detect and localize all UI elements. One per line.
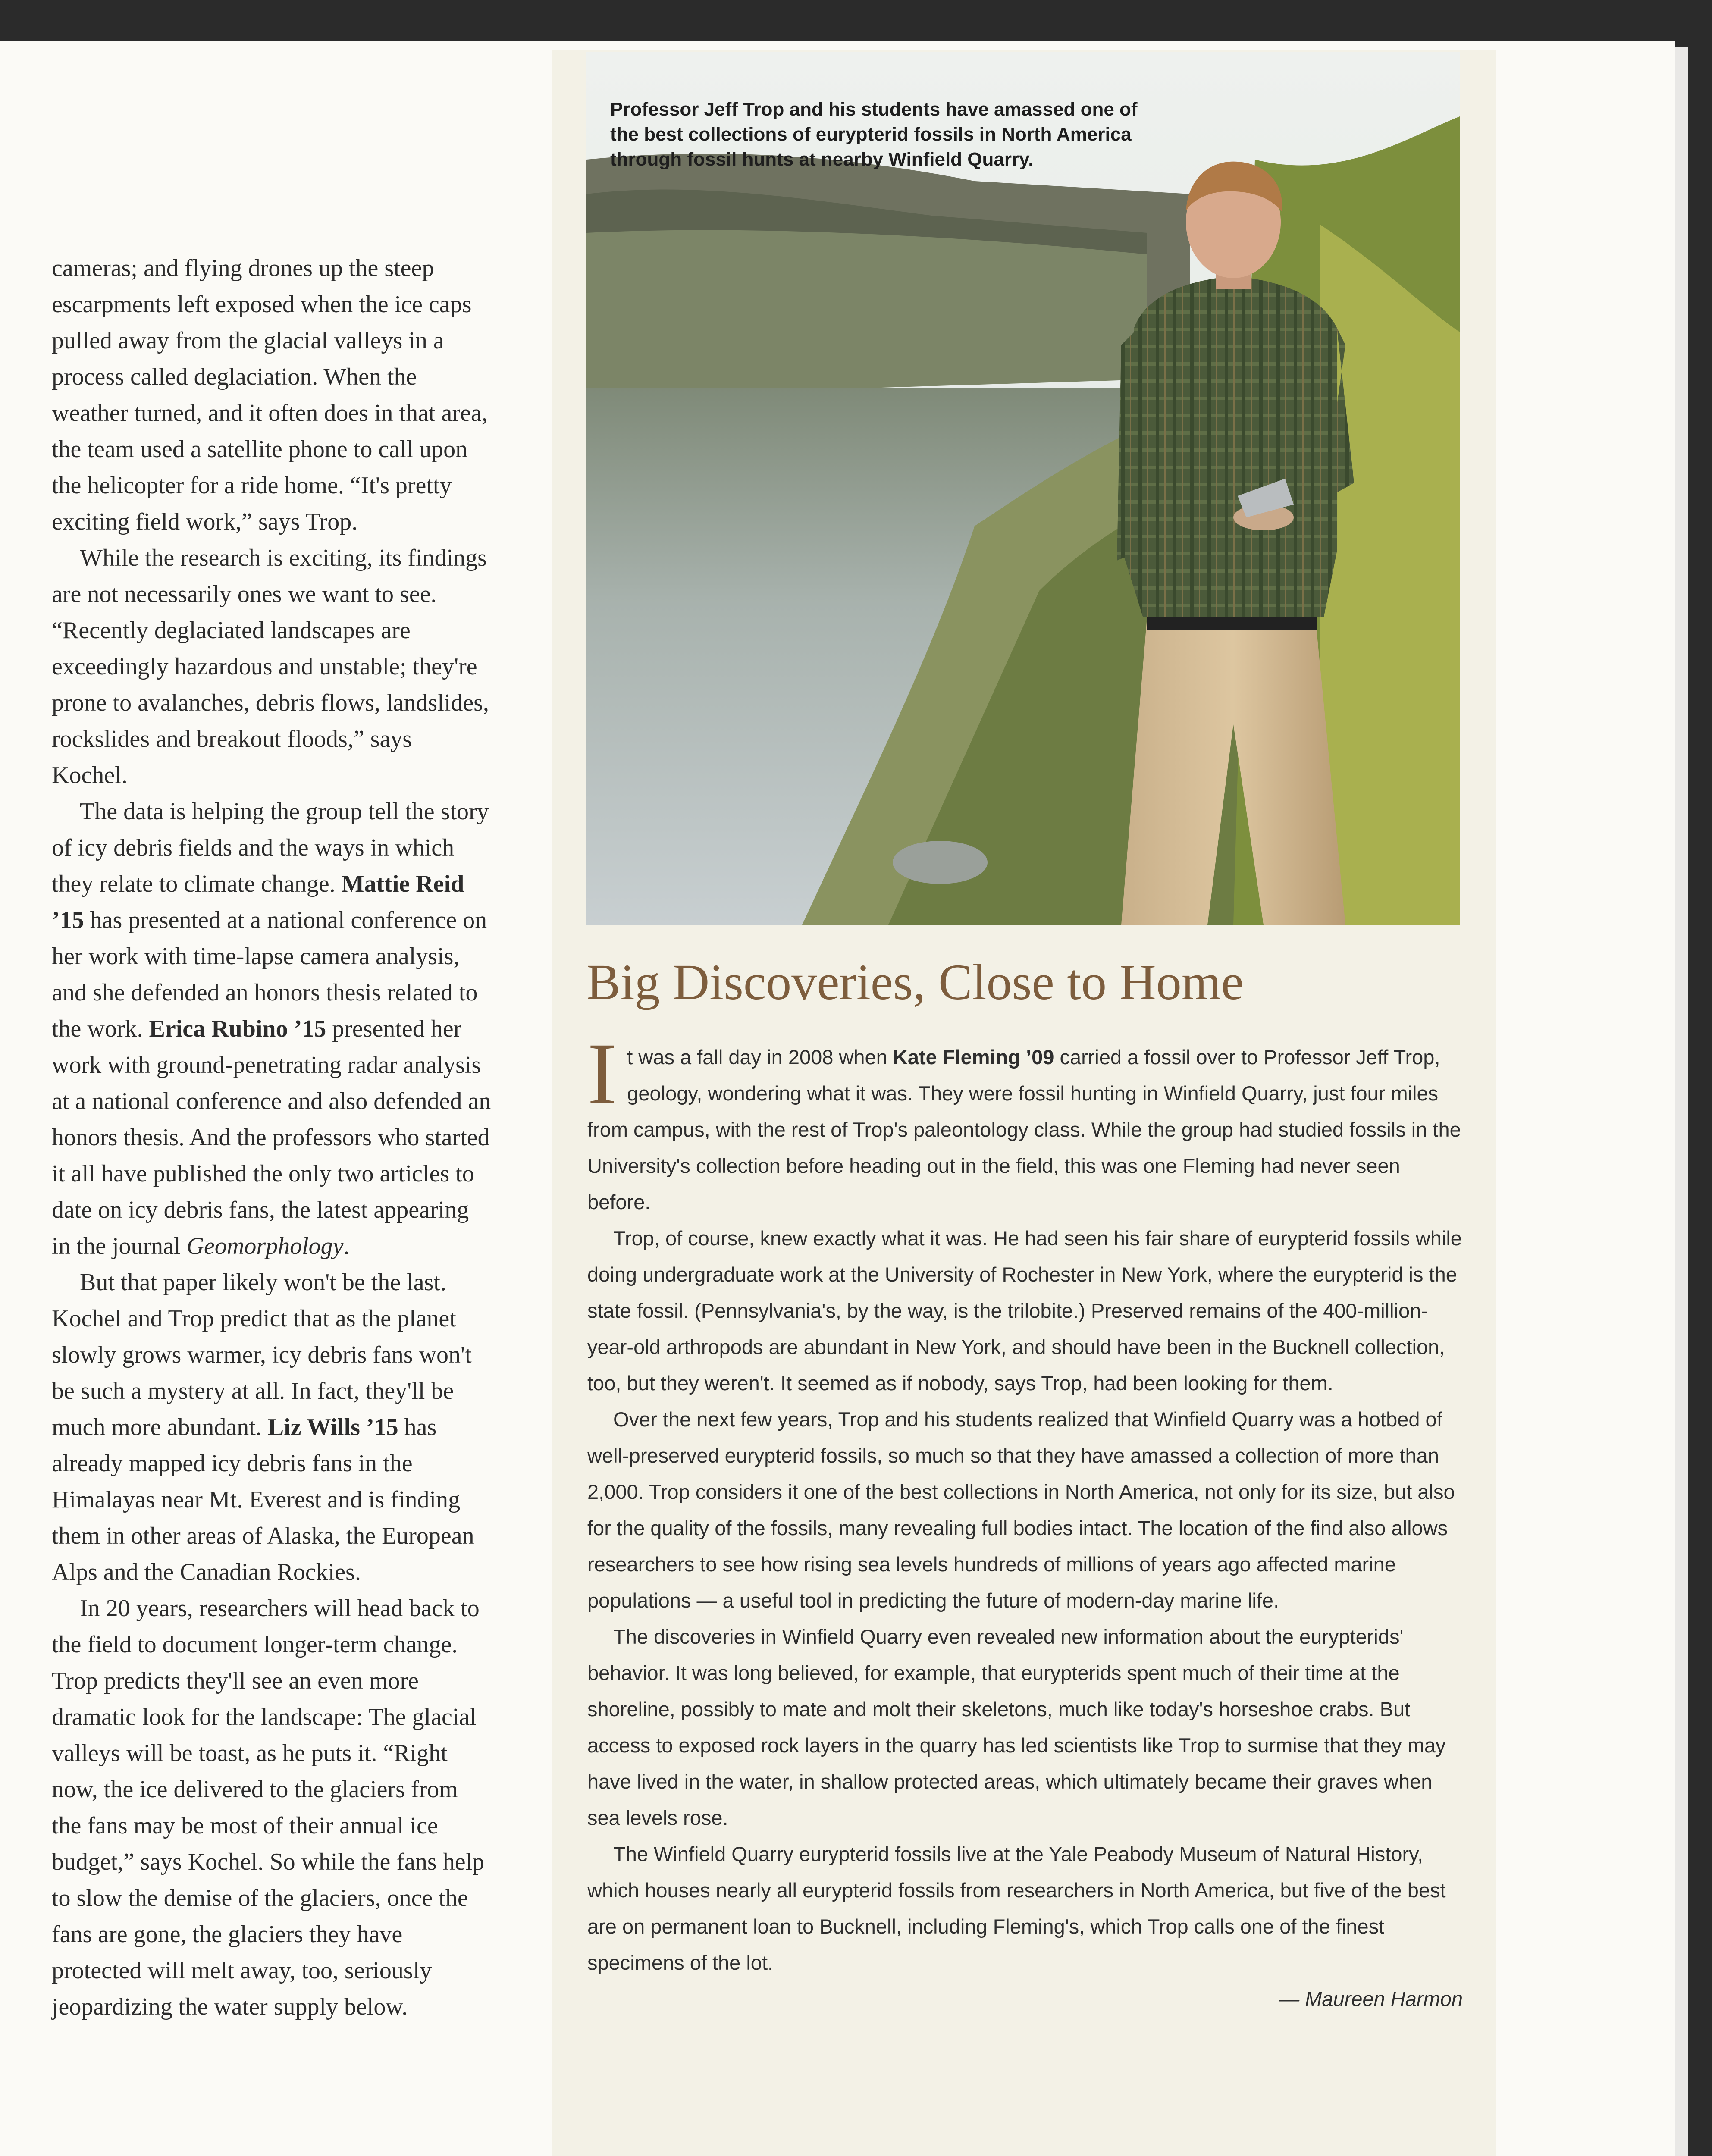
student-name: Liz Wills ’15 (267, 1414, 398, 1441)
paragraph: The discoveries in Winfield Quarry even revealed new information about the eurypterids' behavior. It was long believed, for example, that eurypterids spent much of their time at the shoreline, possibly to mate and molt their skeletons, much like today's horseshoe crabs. But access to exposed rock layers in the quarry has led scientists like Trop to surmise that they may have lived in the water, in shallow protected areas, which ultimately became their graves when sea levels rose. (587, 1625, 1446, 1829)
paragraph: The data is helping the group tell the story of icy debris fields and the ways in which they relate to climate change. Mattie Reid ’15 has presented at a national conference on her work with time-lapse camera analysis, and she defended an honors thesis related to the work. Erica Rubino ’15 presented her work with ground-penetrating radar analysis at a national conference and also defended an honors thesis. And the professors who started it all have published the only two articles to date on icy debris fans, the latest appearing in the journal Geomorphology. (52, 798, 491, 1260)
student-name: Erica Rubino ’15 (149, 1015, 326, 1042)
author-signature: — Maureen Harmon (1279, 1987, 1463, 2010)
paragraph: Trop, of course, knew exactly what it was. He had seen his fair share of eurypterid fossils while doing undergraduate work at the University of Rochester in New York, where the eurypterid is the state fossil. (Pennsylvania's, by the way, is the trilobite.) Preserved remains of the 400-million-year-old arthropods are abundant in New York, and should have been in the Bucknell collection, too, but they weren't. It seemed as if nobody, says Trop, had been looking for them. (587, 1227, 1462, 1395)
paragraph: In 20 years, researchers will head back to the field to document longer-term change. Trop predicts they'll see an even more dramatic look for the landscape: The glacial valleys will be toast, as he puts it. “Right now, the ice delivered to the glaciers from the fans may be most of their annual ice budget,” says Kochel. So while the fans help to slow the demise of the glaciers, once the fans are gone, the glaciers they have protected will melt away, too, seriously jeopardizing the water supply below. (52, 1595, 485, 2020)
drop-cap: I (587, 1025, 617, 1123)
paragraph: Over the next few years, Trop and his students realized that Winfield Quarry was a hotbed of well-preserved eurypterid fossils, so much so that they have amassed a collection of more than 2,000. Trop considers it one of the best collections in North America, not only for its size, but also for the quality of the fossils, many revealing full bodies intact. The location of the find also allows researchers to see how rising sea levels hundreds of millions of years ago affected marine populations — a useful tool in predicting the future of modern-day marine life. (587, 1408, 1455, 1612)
quarry-photo (586, 52, 1460, 925)
sidebar-article (587, 1025, 1463, 2017)
paragraph: The Winfield Quarry eurypterid fossils live at the Yale Peabody Museum of Natural History, which houses nearly all eurypterid fossils from researchers in North America, but five of the best are on permanent loan to Bucknell, including Fleming's, which Trop calls one of the finest specimens of the lot. (587, 1843, 1446, 1974)
student-name: Kate Fleming ’09 (893, 1046, 1054, 1069)
page-edge (1675, 47, 1688, 2156)
paragraph: But that paper likely won't be the last. Kochel and Trop predict that as the planet slowly grows warmer, icy debris fans won't be such a mystery at all. In fact, they'll be much more abundant. Liz Wills ’15 has already mapped icy debris fans in the Himalayas near Mt. Everest and is finding them in other areas of Alaska, the European Alps and the Canadian Rockies. (52, 1269, 474, 1586)
paragraph: It was a fall day in 2008 when Kate Fleming ’09 carried a fossil over to Professor Jeff Trop, geology, wondering what it was. They were fossil hunting in Winfield Quarry, just four miles from campus, with the rest of Trop's paleontology class. While the group had studied fossils in the University's collection before heading out in the field, this was one Fleming had never seen before. (587, 1025, 1461, 1213)
photo-credit (12, 2061, 25, 2156)
paragraph: While the research is exciting, its findings are not necessarily ones we want to see. “Recently deglaciated landscapes are exceedingly hazardous and unstable; they're prone to avalanches, debris flows, landslides, rockslides and breakout floods,” says Kochel. (52, 545, 489, 789)
student-name: Mattie Reid ’15 (52, 871, 464, 934)
photo-caption: Professor Jeff Trop and his students have amassed one of the best collections of eurypterid fossils in North America through fossil hunts at nearby Winfield Quarry. (610, 99, 1138, 170)
paragraph: cameras; and flying drones up the steep escarpments left exposed when the ice caps pulled away from the glacial valleys in a process called deglaciation. When the weather turned, and it often does in that area, the team used a satellite phone to call upon the helicopter for a ride home. “It's pretty exciting field work,” says Trop. (52, 255, 488, 535)
left-column-text (52, 250, 492, 2025)
journal-title: Geomorphology (186, 1233, 344, 1260)
headline: Big Discoveries, Close to Home (586, 954, 1244, 1010)
